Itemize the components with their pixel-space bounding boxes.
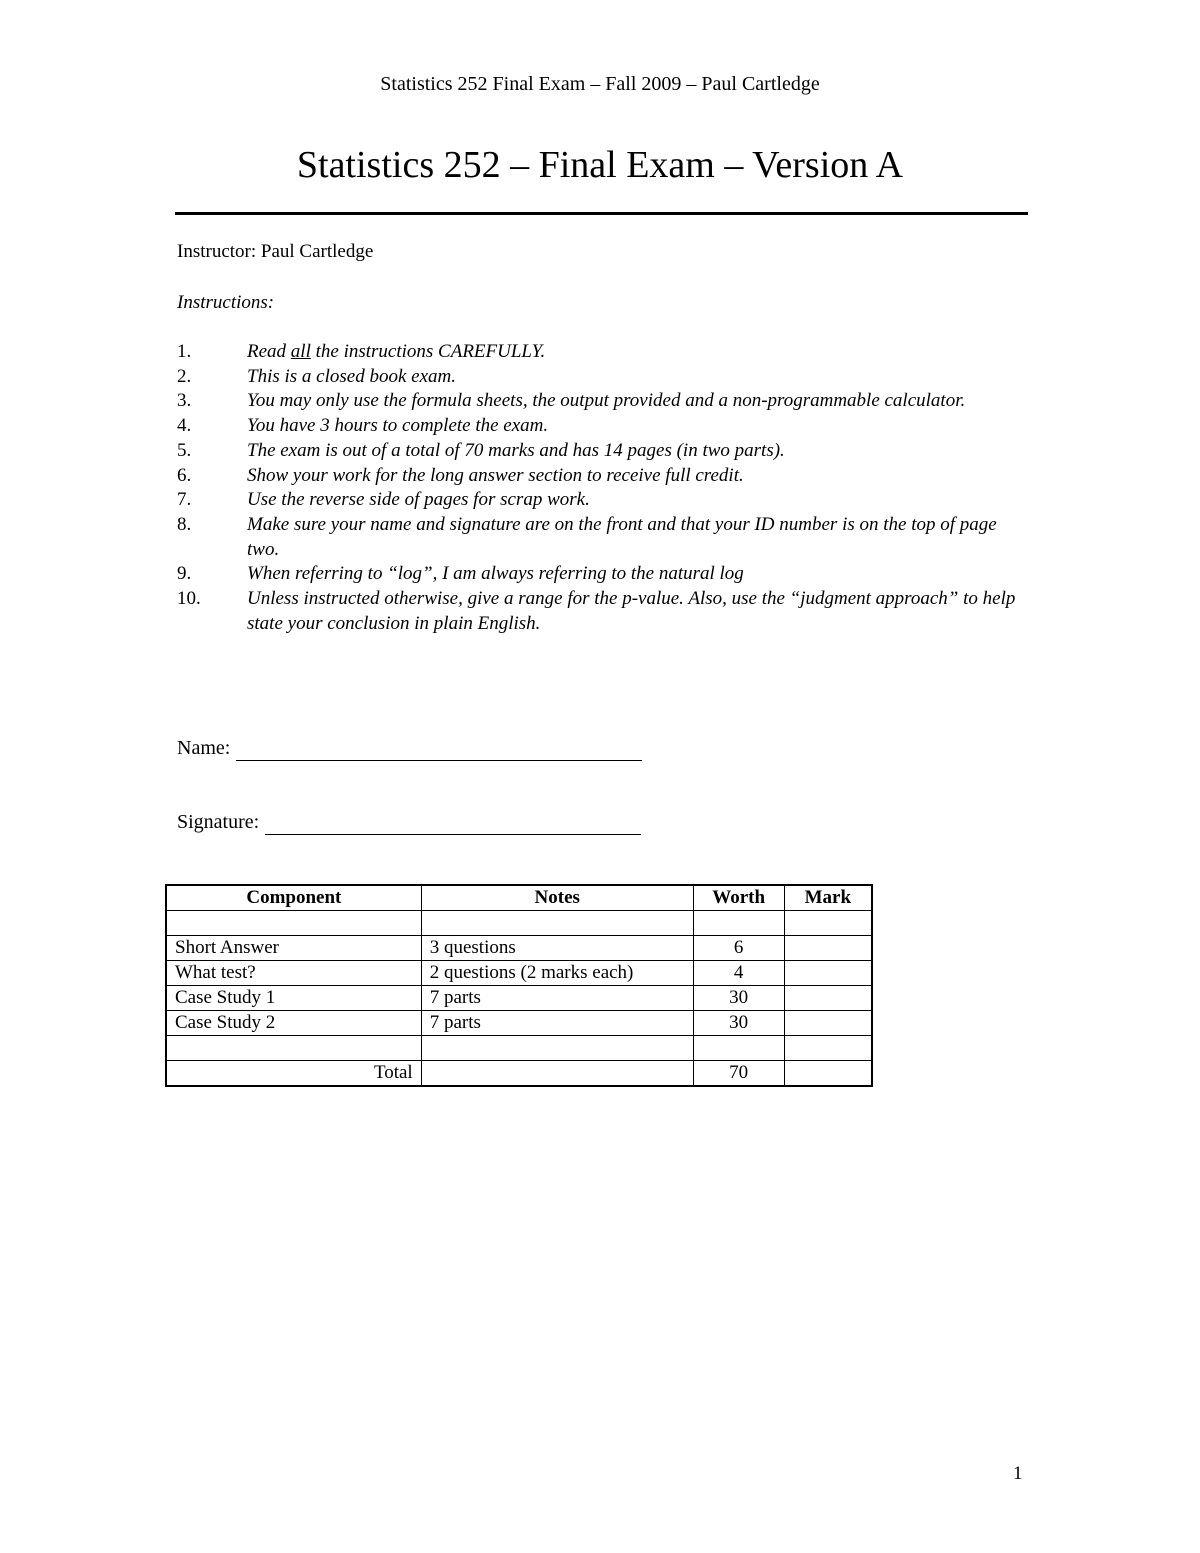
header-component: Component <box>166 885 421 911</box>
instruction-number: 7. <box>177 489 192 511</box>
instruction-number: 10. <box>177 588 201 610</box>
table-header-row <box>166 885 872 911</box>
instruction-item <box>177 488 1017 513</box>
instruction-item <box>177 340 1017 365</box>
cell-total-label: Total <box>166 1061 421 1087</box>
instruction-item <box>177 414 1017 439</box>
cell-notes: 7 parts <box>421 1011 693 1036</box>
instruction-text: This is a closed book exam. <box>247 365 456 387</box>
cell-component: Case Study 1 <box>166 986 421 1011</box>
cell-total-mark[interactable] <box>784 1061 872 1087</box>
cell-component: Case Study 2 <box>166 1011 421 1036</box>
emphasis-underline: all <box>290 341 311 362</box>
cell-mark[interactable] <box>784 961 872 986</box>
header-worth: Worth <box>693 885 784 911</box>
cell-notes <box>421 911 693 936</box>
table-row <box>166 1036 872 1061</box>
instruction-text: Show your work for the long answer section to receive full credit. <box>247 464 744 486</box>
instruction-item <box>177 587 1017 636</box>
table-row <box>166 1011 872 1036</box>
instruction-text: Unless instructed otherwise, give a range for the p-value. Also, use the “judgment approach” to help state your conclusion in plain English. <box>247 588 1016 634</box>
cell-mark[interactable] <box>784 936 872 961</box>
cell-worth: 30 <box>693 1011 784 1036</box>
cell-component <box>166 911 421 936</box>
cell-component <box>166 1036 421 1061</box>
instruction-number: 3. <box>177 390 192 412</box>
instruction-text: When referring to “log”, I am always referring to the natural log <box>247 563 744 585</box>
instruction-item <box>177 439 1017 464</box>
instruction-text: You may only use the formula sheets, the output provided and a non-programmable calculator. <box>247 390 966 412</box>
instruction-item <box>177 464 1017 489</box>
name-blank-line[interactable] <box>236 740 642 761</box>
instruction-text: Read all the instructions CAREFULLY. <box>247 341 546 362</box>
signature-field[interactable] <box>177 809 641 835</box>
instructor-line: Instructor: Paul Cartledge <box>177 241 374 262</box>
cell-worth <box>693 911 784 936</box>
instructions-heading: Instructions: <box>177 292 275 313</box>
cell-notes <box>421 1061 693 1087</box>
page-number: 1 <box>1013 1463 1023 1484</box>
instruction-text: Use the reverse side of pages for scrap work. <box>247 489 590 511</box>
cell-notes <box>421 1036 693 1061</box>
cell-component: What test? <box>166 961 421 986</box>
instruction-item <box>177 513 1017 562</box>
name-label: Name: <box>177 737 231 759</box>
table-row <box>166 986 872 1011</box>
header-notes: Notes <box>421 885 693 911</box>
instruction-text: Make sure your name and signature are on the front and that your ID number is on the top of page two. <box>247 513 997 560</box>
cell-notes: 7 parts <box>421 986 693 1011</box>
instruction-number: 8. <box>177 513 192 535</box>
table-row <box>166 911 872 936</box>
instruction-item <box>177 365 1017 390</box>
running-header: Statistics 252 Final Exam – Fall 2009 – Paul Cartledge <box>380 73 820 95</box>
instruction-item <box>177 562 1017 587</box>
page-title: Statistics 252 – Final Exam – Version A <box>296 144 904 186</box>
instructions-list <box>177 340 1017 636</box>
instruction-number: 5. <box>177 439 192 461</box>
instruction-number: 2. <box>177 365 192 387</box>
instruction-number: 1. <box>177 341 192 362</box>
table-row <box>166 936 872 961</box>
title-divider <box>175 212 1028 215</box>
marks-table <box>165 884 873 1087</box>
signature-blank-line[interactable] <box>265 814 641 835</box>
cell-component: Short Answer <box>166 936 421 961</box>
cell-notes: 2 questions (2 marks each) <box>421 961 693 986</box>
instruction-number: 4. <box>177 415 192 437</box>
cell-total-worth: 70 <box>693 1061 784 1087</box>
cell-worth <box>693 1036 784 1061</box>
table-row <box>166 961 872 986</box>
cell-mark[interactable] <box>784 911 872 936</box>
instruction-text: The exam is out of a total of 70 marks and has 14 pages (in two parts). <box>247 439 785 461</box>
instruction-number: 6. <box>177 464 192 486</box>
instruction-text: You have 3 hours to complete the exam. <box>247 415 549 437</box>
header-mark: Mark <box>784 885 872 911</box>
cell-notes: 3 questions <box>421 936 693 961</box>
signature-label: Signature: <box>177 811 260 833</box>
name-field[interactable] <box>177 735 642 761</box>
cell-worth: 6 <box>693 936 784 961</box>
instruction-item <box>177 389 1017 414</box>
cell-worth: 4 <box>693 961 784 986</box>
instruction-number: 9. <box>177 563 192 585</box>
table-total-row <box>166 1061 872 1087</box>
cell-worth: 30 <box>693 986 784 1011</box>
cell-mark[interactable] <box>784 1036 872 1061</box>
cell-mark[interactable] <box>784 1011 872 1036</box>
cell-mark[interactable] <box>784 986 872 1011</box>
